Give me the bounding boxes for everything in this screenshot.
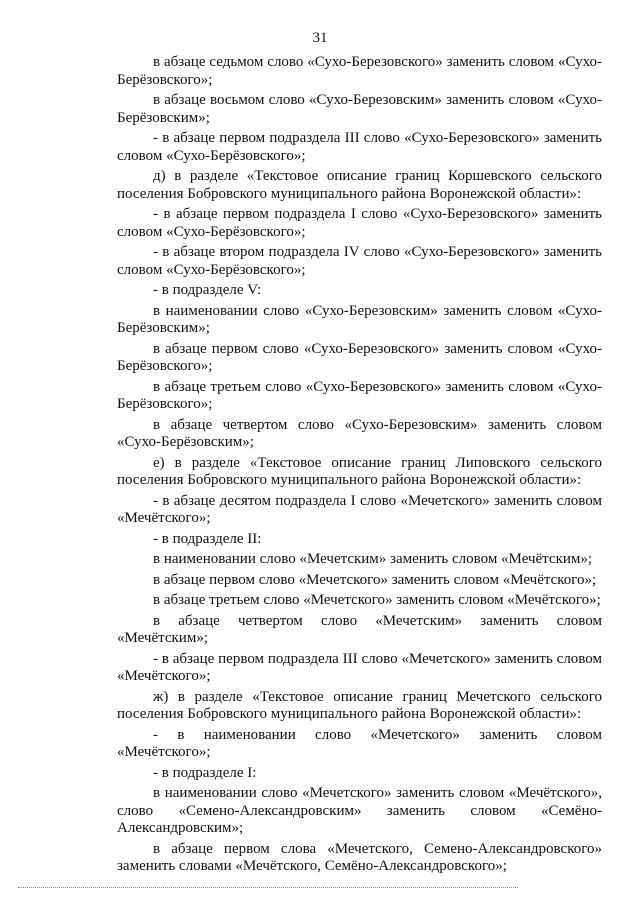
paragraph: ж) в разделе «Текстовое описание границ Мечетского сельского поселения Бобровского муниципального района Воронежской области»: [117, 688, 602, 722]
paragraph: - в абзаце первом подраздела III слово «Сухо-Березовского» заменить словом «Сухо-Берёзовского»; [117, 130, 602, 164]
paragraph: в абзаце первом слова «Мечетского, Семено-Александровского» заменить словами «Мечётского, Семёно-Александровского»; [117, 840, 602, 874]
paragraph: - в наименовании слово «Мечетского» заменить словом «Мечётского»; [117, 726, 602, 760]
paragraph: в абзаце седьмом слово «Сухо-Березовского» заменить словом «Сухо-Берёзовского»; [117, 54, 602, 88]
scan-edge-divider [18, 887, 518, 888]
paragraph: - в подразделе I: [153, 764, 257, 781]
paragraph: в наименовании слово «Мечетского» заменить словом «Мечётского», слово «Семено-Александровским» заменить словом «Семёно-Александровским»; [117, 785, 602, 836]
paragraph: - в абзаце втором подраздела IV слово «Сухо-Березовского» заменить словом «Сухо-Берёзовского»; [117, 244, 602, 278]
paragraph: в абзаце четвертом слово «Сухо-Березовским» заменить словом «Сухо-Берёзовским»; [117, 416, 602, 450]
paragraph: - в подразделе V: [153, 282, 262, 298]
paragraph: д) в разделе «Текстовое описание границ Коршевского сельского поселения Бобровского муниципального района Воронежской области»: [117, 168, 602, 202]
page-number: 31 [312, 30, 328, 46]
paragraph: в абзаце первом слово «Мечетского» заменить словом «Мечётского»; [153, 571, 597, 588]
paragraph: - в подразделе II: [153, 530, 262, 547]
paragraph: в наименовании слово «Сухо-Березовским» заменить словом «Сухо-Берёзовским»; [117, 302, 602, 336]
paragraph: - в абзаце первом подраздела I слово «Сухо-Березовского» заменить словом «Сухо-Берёзовского»; [117, 206, 602, 240]
paragraph: в наименовании слово «Мечетским» заменить словом «Мечётским»; [153, 551, 593, 567]
paragraph: в абзаце четвертом слово «Мечетским» заменить словом «Мечётским»; [117, 612, 602, 646]
document-body [117, 54, 602, 879]
paragraph: - в абзаце первом подраздела III слово «Мечетского» заменить словом «Мечётского»; [117, 650, 602, 684]
paragraph: - в абзаце десятом подраздела I слово «Мечетского» заменить словом «Мечётского»; [117, 492, 602, 526]
paragraph: е) в разделе «Текстовое описание границ Липовского сельского поселения Бобровского муниципального района Воронежской области»: [117, 454, 602, 488]
paragraph: в абзаце третьем слово «Мечетского» заменить словом «Мечётского»; [153, 592, 601, 608]
paragraph: в абзаце восьмом слово «Сухо-Березовским» заменить словом «Сухо-Берёзовским»; [117, 92, 602, 126]
paragraph: в абзаце третьем слово «Сухо-Березовского» заменить словом «Сухо-Берёзовского»; [117, 378, 602, 412]
paragraph: в абзаце первом слово «Сухо-Березовского» заменить словом «Сухо-Берёзовского»; [117, 340, 602, 374]
